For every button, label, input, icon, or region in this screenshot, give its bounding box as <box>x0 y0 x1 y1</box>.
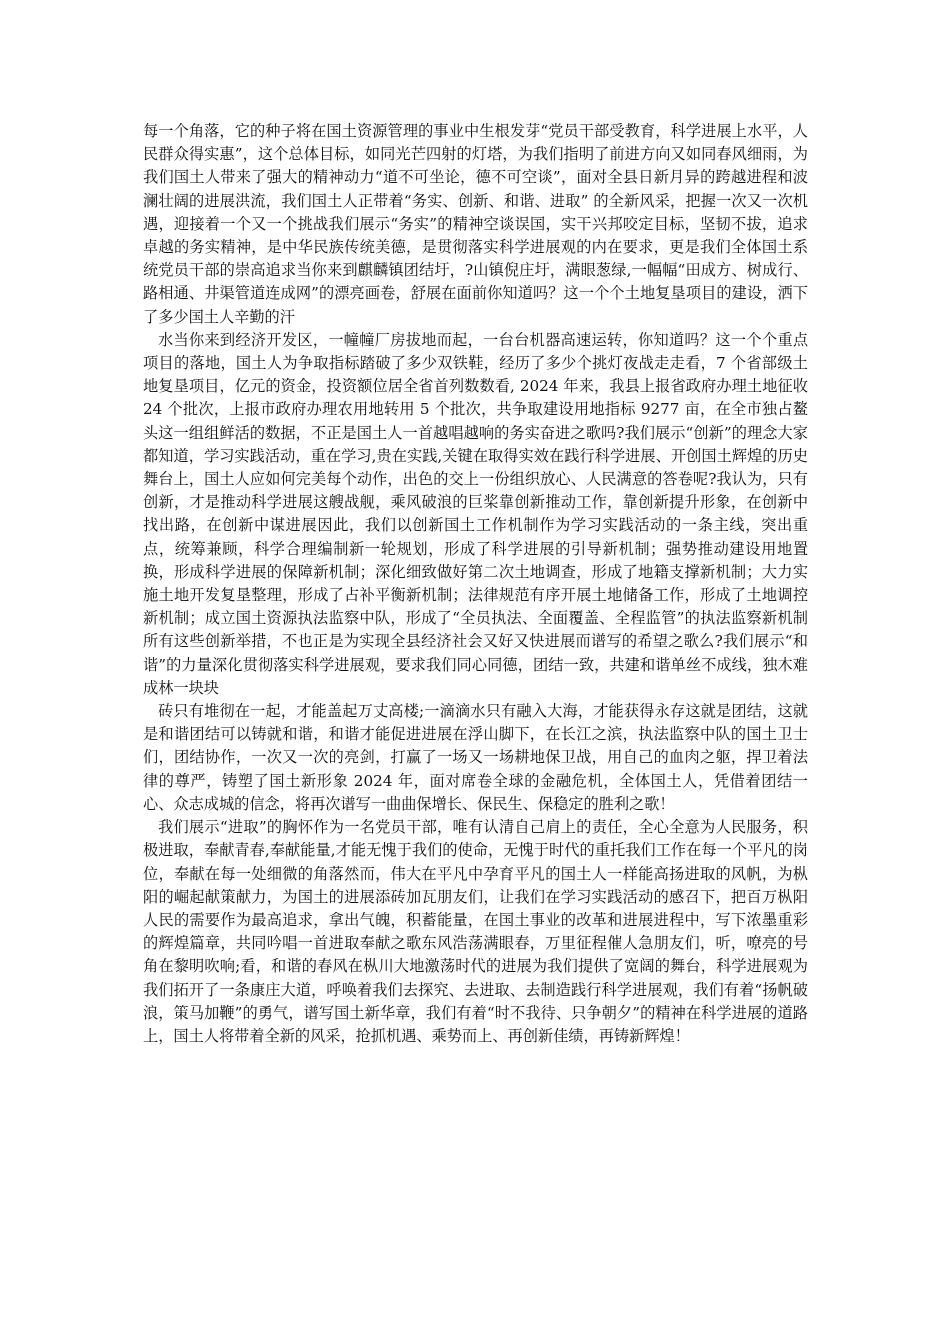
paragraph-3: 砖只有堆彻在一起，才能盖起万丈高楼;一滴滴水只有融入大海，才能获得永存这就是团结，这就是和谐团结可以铸就和谐，和谐才能促进进展在浮山脚下，在长江之滨，执法监察中队的国土卫士们，团结协作，一次又一次的亮剑，打赢了一场又一场耕地保卫战，用自己的血肉之躯，捍卫着法律的尊严，铸塑了国土新形象 2024 年，面对席卷全球的金融危机，全体国土人，凭借着团结一心、众志成城的信念，将再次谱写一曲曲保增长、保民生、保稳定的胜利之歌！ <box>143 702 808 813</box>
paragraph-2: 水当你来到经济开发区，一幢幢厂房拔地而起，一台台机器高速运转，你知道吗？这一个个重点项目的落地，国土人为争取指标踏破了多少双铁鞋，经历了多少个挑灯夜战走走看，7 个省部级土地复垦项目，亿元的资金，投资额位居全省首列数数看, 2024 年来，我县上报省政府办理土地征收 24 个批次，上报市政府办理农用地转用 5 个批次，共争取建设用地指标 9277 亩，在全市独占鳌头这一组组鲜活的数据，不正是国土人一首越唱越响的务实奋进之歌吗?我们展示“创新”的理念大家都知道，学习实践活动，重在学习,贵在实践,关键在取得实效在践行科学进展、开创国土辉煌的历史舞台上，国土人应如何完美每个动作，出色的交上一份组织放心、人民满意的答卷呢?我认为，只有创新，才是推动科学进展这艘战舰，乘风破浪的巨桨靠创新推动工作，靠创新提升形象，在创新中找出路，在创新中谋进展因此，我们以创新国土工作机制作为学习实践活动的一条主线，突出重点，统筹兼顾，科学合理编制新一轮规划，形成了科学进展的引导新机制；强势推动建设用地置换，形成科学进展的保障新机制；深化细致做好第二次土地调查，形成了地籍支撑新机制；大力实施土地开发复垦整理，形成了占补平衡新机制；法律规范有序开展土地储备工作，形成了土地调控新机制；成立国土资源执法监察中队，形成了“全员执法、全面覆盖、全程监管”的执法监察新机制所有这些创新举措，不也正是为实现全县经济社会又好又快进展而谱写的希望之歌么?我们展示“和谐”的力量深化贯彻落实科学进展观，要求我们同心同德，团结一致，共建和谐单丝不成线，独木难成林一块块 <box>143 330 808 697</box>
document-body <box>143 120 808 1048</box>
paragraph-1: 每一个角落，它的种子将在国土资源管理的事业中生根发芽“党员干部受教育，科学进展上水平，人民群众得实惠”，这个总体目标，如同光芒四射的灯塔，为我们指明了前进方向又如同春风细雨，为我们国土人带来了强大的精神动力“道不可坐论，德不可空谈”，面对全县日新月异的跨越进程和波澜壮阔的进展洪流，我们国土人正带着“务实、创新、和谐、进取” 的全新风采，把握一次又一次机遇，迎接着一个又一个挑战我们展示“务实”的精神空谈误国，实干兴邦咬定目标，坚韧不拔，追求卓越的务实精神，是中华民族传统美德，是贯彻落实科学进展观的内在要求，更是我们全体国土系统党员干部的崇高追求当你来到麒麟镇团结圩，?山镇倪庄圩，满眼葱绿,一幅幅“田成方、树成行、路相通、井渠管道连成网”的漂亮画卷，舒展在面前你知道吗？这一个个土地复垦项目的建设，洒下了多少国土人辛勤的汗 <box>143 122 808 326</box>
paragraph-4: 我们展示“进取”的胸怀作为一名党员干部，唯有认清自己肩上的责任，全心全意为人民服务，积极进取，奉献青春,奉献能量,才能无愧于我们的使命，无愧于时代的重托我们工作在每一个平凡的岗位，奉献在每一处细微的角落然而，伟大在平凡中孕育平凡的国土人一样能高扬进取的风帆，为枞阳的崛起献策献力，为国土的进展添砖加瓦朋友们，让我们在学习实践活动的感召下，把百万枞阳人民的需要作为最高追求，拿出气魄，积蓄能量，在国土事业的改革和进展进程中，写下浓墨重彩的辉煌篇章，共同吟唱一首进取奉献之歌东风浩荡满眼春，万里征程催人急朋友们，听，嘹亮的号角在黎明吹响;看，和谐的春风在枞川大地激荡时代的进展为我们提供了宽阔的舞台，科学进展观为我们拓开了一条康庄大道，呼唤着我们去探究、去进取、去制造践行科学进展观，我们有着“扬帆破浪，策马加鞭”的勇气，谱写国土新华章，我们有着“时不我待、只争朝夕”的精神在科学进展的道路上，国土人将带着全新的风采，抢抓机遇、乘势而上、再创新佳绩，再铸新辉煌！ <box>143 818 808 1045</box>
